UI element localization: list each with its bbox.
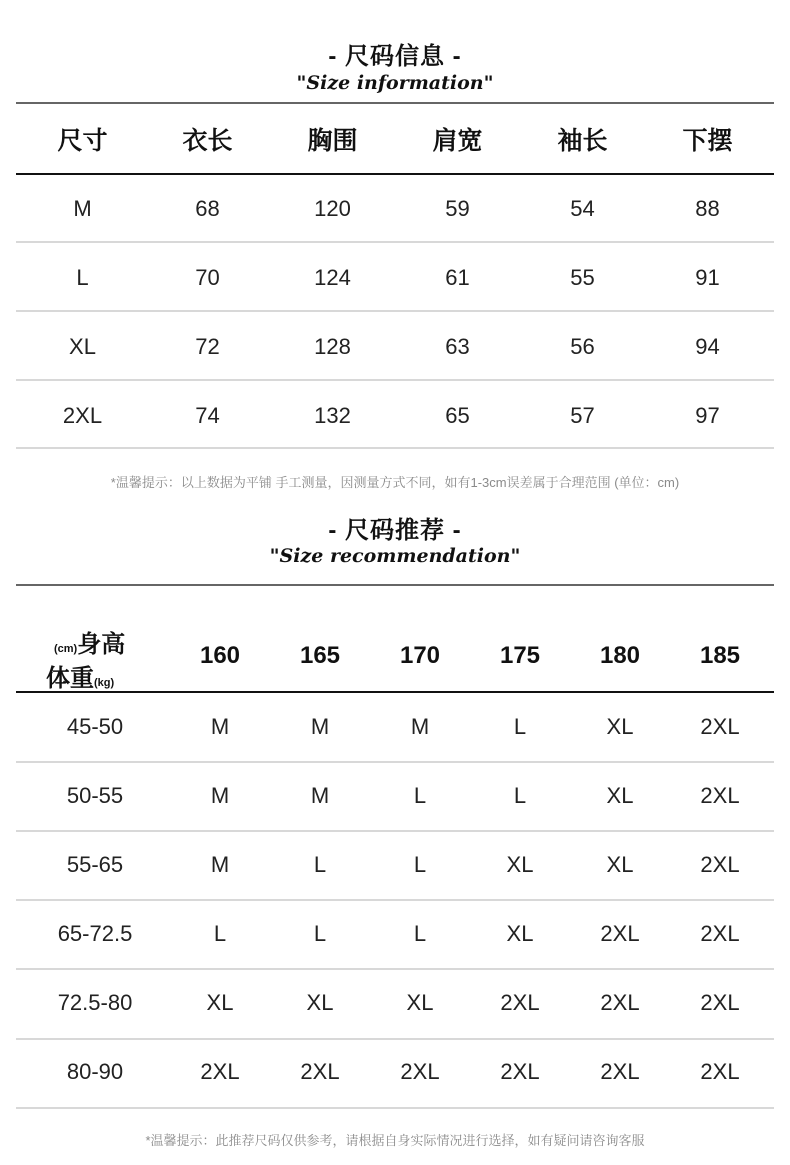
table-cell: M <box>73 195 92 221</box>
table-cell: M <box>210 851 230 877</box>
table-cell: 54 <box>570 195 595 221</box>
row-divider <box>16 447 774 449</box>
table-cell: 2XL <box>700 1058 740 1084</box>
table-cell: XL <box>606 713 634 739</box>
table-cell: 72 <box>195 333 220 359</box>
table-cell: XL <box>69 333 96 359</box>
table-cell: L <box>313 920 327 946</box>
weight-range: 55-65 <box>66 851 124 877</box>
table-cell: 2XL <box>700 782 740 808</box>
weight-range: 80-90 <box>66 1058 124 1084</box>
table-cell: 2XL <box>700 920 740 946</box>
table-row <box>20 174 770 243</box>
table-cell: 88 <box>695 195 720 221</box>
table-row <box>20 243 770 312</box>
table-cell: 2XL <box>62 402 103 428</box>
size-rec-header-row <box>20 620 770 692</box>
table-cell: 59 <box>445 195 470 221</box>
weight-range: 72.5-80 <box>57 989 133 1015</box>
table-cell: XL <box>506 851 534 877</box>
size-info-subtitle: "Size information" <box>296 72 494 94</box>
size-info-note: *温馨提示：以上数据为平铺 手工测量，因测量方式不同，如有1-3cm误差属于合理范围 (单位：cm) <box>110 475 680 490</box>
table-cell: L <box>513 782 527 808</box>
table-row <box>20 692 770 761</box>
header-sleeve: 袖长 <box>557 127 608 155</box>
table-cell: 2XL <box>200 1058 240 1084</box>
height-header: 160 <box>199 642 241 669</box>
height-header: 180 <box>599 642 641 669</box>
height-header: 170 <box>399 642 441 669</box>
table-cell: 56 <box>570 333 595 359</box>
table-cell: 2XL <box>500 1058 540 1084</box>
table-cell: 68 <box>195 195 220 221</box>
table-cell: 65 <box>445 402 470 428</box>
table-cell: 2XL <box>700 851 740 877</box>
table-cell: 124 <box>314 264 351 290</box>
header-chest: 胸围 <box>307 127 358 155</box>
table-cell: L <box>313 851 327 877</box>
table-cell: 2XL <box>400 1058 440 1084</box>
table-cell: 2XL <box>600 920 640 946</box>
table-cell: L <box>413 782 427 808</box>
table-cell: 120 <box>314 195 351 221</box>
table-row <box>20 1037 770 1106</box>
height-header: 185 <box>699 642 741 669</box>
size-info-title: - 尺码信息 - <box>328 43 462 70</box>
table-cell: XL <box>306 989 334 1015</box>
size-info-table <box>20 104 770 450</box>
height-unit: (cm) <box>54 643 78 655</box>
table-cell: 132 <box>314 402 351 428</box>
height-header: 175 <box>499 642 541 669</box>
table-cell: 2XL <box>300 1058 340 1084</box>
size-rec-top-divider <box>16 584 774 586</box>
row-divider <box>16 379 774 381</box>
table-cell: M <box>410 713 430 739</box>
table-cell: 63 <box>445 333 470 359</box>
size-info-header-divider <box>16 173 774 175</box>
row-divider <box>16 830 774 832</box>
size-info-header-row <box>20 104 770 174</box>
table-cell: M <box>310 782 330 808</box>
height-label-group <box>54 624 125 659</box>
table-cell: XL <box>606 782 634 808</box>
table-cell: L <box>76 264 89 290</box>
header-hem: 下摆 <box>682 127 733 155</box>
row-divider <box>16 1038 774 1040</box>
size-rec-note: *温馨提示：此推荐尺码仅供参考，请根据自身实际情况进行选择，如有疑问请咨询客服 <box>145 1133 645 1148</box>
table-cell: 91 <box>695 264 720 290</box>
table-cell: 2XL <box>600 989 640 1015</box>
row-divider <box>16 241 774 243</box>
height-label: 身高 <box>77 631 126 658</box>
table-cell: L <box>513 713 527 739</box>
weight-range: 65-72.5 <box>57 920 133 946</box>
table-cell: 74 <box>195 402 220 428</box>
row-divider <box>16 1107 774 1109</box>
table-cell: 2XL <box>600 1058 640 1084</box>
size-rec-title: - 尺码推荐 - <box>328 517 462 544</box>
table-cell: XL <box>406 989 434 1015</box>
corner-cell <box>20 620 170 692</box>
table-cell: XL <box>606 851 634 877</box>
table-cell: 57 <box>570 402 595 428</box>
table-cell: L <box>413 920 427 946</box>
header-size: 尺寸 <box>57 127 108 155</box>
table-cell: XL <box>206 989 234 1015</box>
table-cell: 94 <box>695 333 720 359</box>
weight-label: 体重 <box>46 665 94 692</box>
weight-unit: (kg) <box>94 677 115 689</box>
table-row <box>20 899 770 968</box>
table-cell: 61 <box>445 264 470 290</box>
weight-range: 50-55 <box>66 782 124 808</box>
row-divider <box>16 899 774 901</box>
table-cell: 97 <box>695 402 720 428</box>
table-row <box>20 968 770 1037</box>
table-cell: M <box>310 713 330 739</box>
table-cell: 2XL <box>500 989 540 1015</box>
weight-range: 45-50 <box>66 713 124 739</box>
table-cell: 2XL <box>700 989 740 1015</box>
table-cell: XL <box>506 920 534 946</box>
table-cell: 70 <box>195 264 220 290</box>
table-cell: L <box>213 920 227 946</box>
weight-label-group <box>46 658 114 693</box>
header-length: 衣长 <box>182 127 233 155</box>
row-divider <box>16 968 774 970</box>
header-shoulder: 肩宽 <box>432 127 483 155</box>
table-row <box>20 761 770 830</box>
height-header: 165 <box>299 642 341 669</box>
table-cell: 128 <box>314 333 351 359</box>
table-row <box>20 830 770 899</box>
size-rec-subtitle: "Size recommendation" <box>269 545 521 567</box>
size-rec-header-divider <box>16 691 774 693</box>
table-cell: 2XL <box>700 713 740 739</box>
table-cell: L <box>413 851 427 877</box>
table-cell: M <box>210 782 230 808</box>
table-row <box>20 381 770 450</box>
table-cell: M <box>210 713 230 739</box>
table-row <box>20 312 770 381</box>
row-divider <box>16 310 774 312</box>
row-divider <box>16 761 774 763</box>
table-cell: 55 <box>570 264 595 290</box>
